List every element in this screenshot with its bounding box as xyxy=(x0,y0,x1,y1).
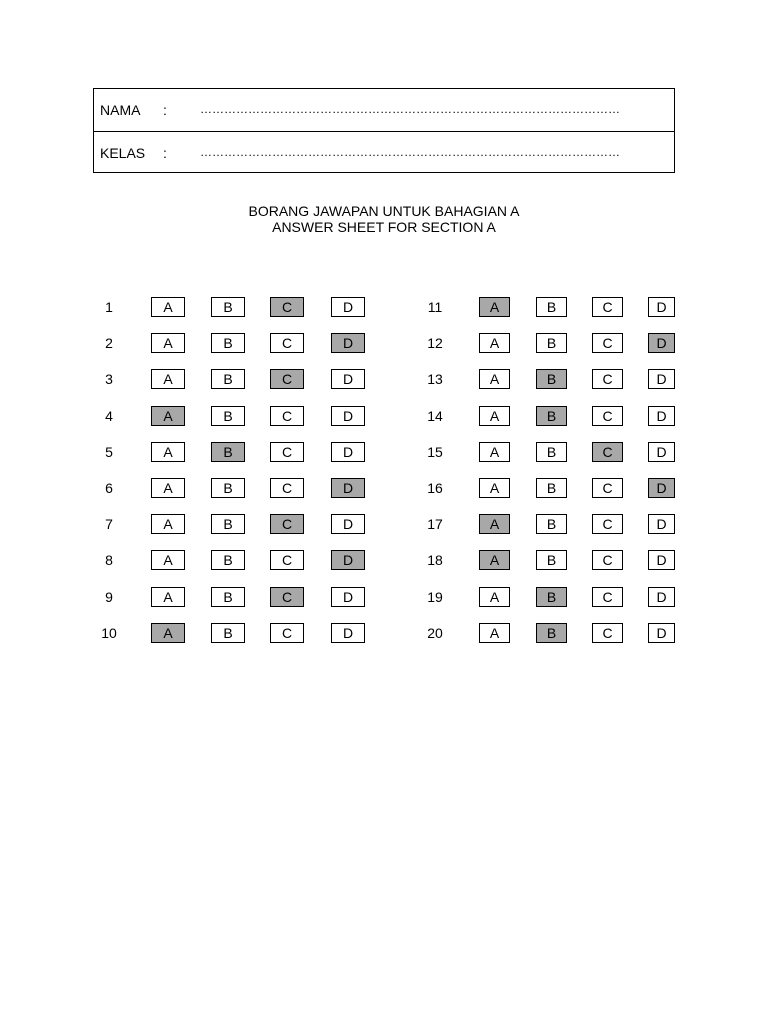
option-b-box[interactable]: B xyxy=(211,623,245,643)
option-b-box[interactable]: B xyxy=(211,297,245,317)
option-d-box[interactable]: D xyxy=(648,369,675,389)
option-c-box[interactable]: C xyxy=(270,297,304,317)
option-a-box[interactable]: A xyxy=(151,478,185,498)
question-number: 9 xyxy=(105,589,113,605)
question-number: 14 xyxy=(427,408,443,424)
option-d-box[interactable]: D xyxy=(648,442,675,462)
option-a-box[interactable]: A xyxy=(151,297,185,317)
option-c-box[interactable]: C xyxy=(592,514,623,534)
option-b-box[interactable]: B xyxy=(536,587,567,607)
option-a-box[interactable]: A xyxy=(479,406,510,426)
option-a-box[interactable]: A xyxy=(479,623,510,643)
question-number: 15 xyxy=(427,444,443,460)
question-number: 6 xyxy=(105,480,113,496)
question-number: 7 xyxy=(105,516,113,532)
option-d-box[interactable]: D xyxy=(648,514,675,534)
class-colon: : xyxy=(163,145,167,161)
option-c-box[interactable]: C xyxy=(592,297,623,317)
option-d-box[interactable]: D xyxy=(331,478,365,498)
class-row xyxy=(94,132,674,172)
option-d-box[interactable]: D xyxy=(648,333,675,353)
option-a-box[interactable]: A xyxy=(151,333,185,353)
option-c-box[interactable]: C xyxy=(592,442,623,462)
name-row xyxy=(94,89,674,132)
option-c-box[interactable]: C xyxy=(592,369,623,389)
question-number: 3 xyxy=(105,371,113,387)
option-b-box[interactable]: B xyxy=(536,478,567,498)
option-d-box[interactable]: D xyxy=(648,406,675,426)
option-a-box[interactable]: A xyxy=(151,442,185,462)
question-number: 2 xyxy=(105,335,113,351)
name-field[interactable]: …………………………………………………………………………………………… xyxy=(200,102,620,116)
option-d-box[interactable]: D xyxy=(648,587,675,607)
name-label: NAMA xyxy=(100,102,141,118)
option-d-box[interactable]: D xyxy=(331,406,365,426)
option-b-box[interactable]: B xyxy=(211,369,245,389)
option-a-box[interactable]: A xyxy=(479,514,510,534)
option-c-box[interactable]: C xyxy=(592,333,623,353)
option-b-box[interactable]: B xyxy=(536,442,567,462)
question-number: 4 xyxy=(105,408,113,424)
option-d-box[interactable]: D xyxy=(331,442,365,462)
option-a-box[interactable]: A xyxy=(479,333,510,353)
question-number: 11 xyxy=(427,299,443,315)
option-d-box[interactable]: D xyxy=(331,369,365,389)
option-d-box[interactable]: D xyxy=(648,297,675,317)
option-c-box[interactable]: C xyxy=(592,478,623,498)
class-label: KELAS xyxy=(100,145,146,161)
option-b-box[interactable]: B xyxy=(211,587,245,607)
option-d-box[interactable]: D xyxy=(331,333,365,353)
option-b-box[interactable]: B xyxy=(536,623,567,643)
class-field[interactable]: …………………………………………………………………………………………… xyxy=(200,145,620,159)
page-subtitle: ANSWER SHEET FOR SECTION A xyxy=(272,219,496,235)
option-c-box[interactable]: C xyxy=(270,550,304,570)
option-b-box[interactable]: B xyxy=(211,333,245,353)
option-d-box[interactable]: D xyxy=(648,550,675,570)
option-a-box[interactable]: A xyxy=(479,442,510,462)
question-number: 17 xyxy=(427,516,443,532)
option-a-box[interactable]: A xyxy=(151,550,185,570)
option-c-box[interactable]: C xyxy=(592,587,623,607)
name-colon: : xyxy=(163,102,167,118)
option-c-box[interactable]: C xyxy=(270,623,304,643)
question-number: 10 xyxy=(101,625,117,641)
question-number: 19 xyxy=(427,589,443,605)
option-a-box[interactable]: A xyxy=(151,514,185,534)
option-d-box[interactable]: D xyxy=(648,623,675,643)
option-c-box[interactable]: C xyxy=(592,623,623,643)
option-b-box[interactable]: B xyxy=(211,478,245,498)
option-b-box[interactable]: B xyxy=(536,550,567,570)
option-b-box[interactable]: B xyxy=(211,514,245,534)
question-number: 8 xyxy=(105,552,113,568)
option-d-box[interactable]: D xyxy=(331,550,365,570)
question-number: 13 xyxy=(427,371,443,387)
option-c-box[interactable]: C xyxy=(592,550,623,570)
option-a-box[interactable]: A xyxy=(151,369,185,389)
option-a-box[interactable]: A xyxy=(479,587,510,607)
option-b-box[interactable]: B xyxy=(536,369,567,389)
option-d-box[interactable]: D xyxy=(331,297,365,317)
option-a-box[interactable]: A xyxy=(479,369,510,389)
question-number: 12 xyxy=(427,335,443,351)
option-a-box[interactable]: A xyxy=(479,550,510,570)
option-c-box[interactable]: C xyxy=(270,514,304,534)
option-b-box[interactable]: B xyxy=(536,406,567,426)
option-c-box[interactable]: C xyxy=(270,369,304,389)
option-c-box[interactable]: C xyxy=(270,442,304,462)
option-c-box[interactable]: C xyxy=(592,406,623,426)
question-number: 18 xyxy=(427,552,443,568)
option-a-box[interactable]: A xyxy=(479,297,510,317)
option-c-box[interactable]: C xyxy=(270,406,304,426)
option-d-box[interactable]: D xyxy=(648,478,675,498)
question-number: 1 xyxy=(105,299,113,315)
option-a-box[interactable]: A xyxy=(151,587,185,607)
option-b-box[interactable]: B xyxy=(536,297,567,317)
option-a-box[interactable]: A xyxy=(479,478,510,498)
option-a-box[interactable]: A xyxy=(151,406,185,426)
option-c-box[interactable]: C xyxy=(270,333,304,353)
question-number: 5 xyxy=(105,444,113,460)
option-b-box[interactable]: B xyxy=(536,514,567,534)
option-b-box[interactable]: B xyxy=(211,550,245,570)
option-d-box[interactable]: D xyxy=(331,623,365,643)
option-b-box[interactable]: B xyxy=(211,406,245,426)
question-number: 16 xyxy=(427,480,443,496)
option-b-box[interactable]: B xyxy=(211,442,245,462)
question-number: 20 xyxy=(427,625,443,641)
option-c-box[interactable]: C xyxy=(270,478,304,498)
page-title: BORANG JAWAPAN UNTUK BAHAGIAN A xyxy=(248,203,520,219)
student-info-box xyxy=(93,88,675,173)
option-b-box[interactable]: B xyxy=(536,333,567,353)
option-d-box[interactable]: D xyxy=(331,587,365,607)
option-c-box[interactable]: C xyxy=(270,587,304,607)
option-a-box[interactable]: A xyxy=(151,623,185,643)
option-d-box[interactable]: D xyxy=(331,514,365,534)
